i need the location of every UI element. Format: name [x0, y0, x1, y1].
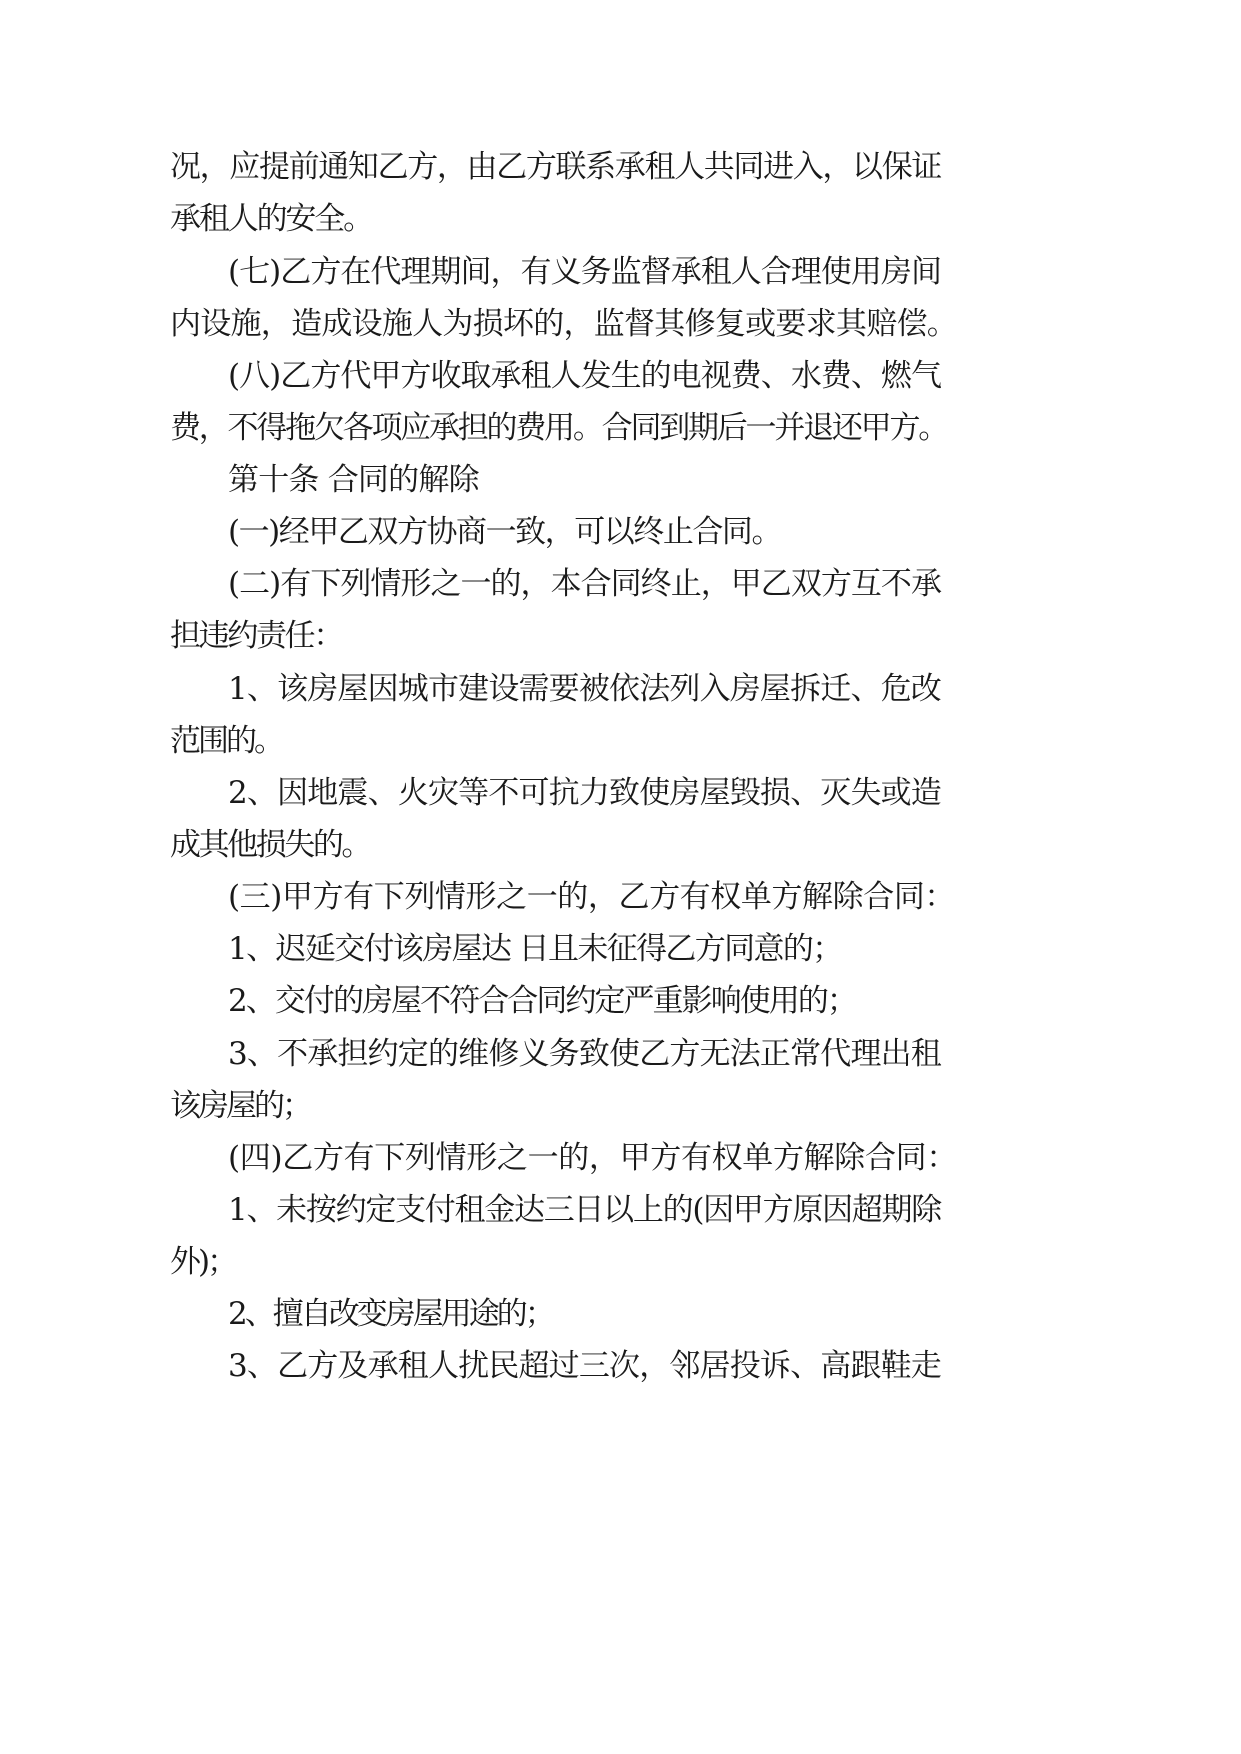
text-line: 该房屋的；	[170, 1088, 310, 1124]
text-line: 3、乙方及承租人扰民超过三次，邻居投诉、高跟鞋走	[228, 1348, 941, 1384]
text-line: 2、擅自改变房屋用途的；	[228, 1296, 553, 1332]
text-line: 内设施，造成设施人为损坏的，监督其修复或要求其赔偿。	[170, 306, 957, 342]
text-line: 外)；	[170, 1244, 236, 1280]
text-line: 况，应提前通知乙方，由乙方联系承租人共同进入，以保证	[170, 149, 941, 185]
text-line: 3、不承担约定的维修义务致使乙方无法正常代理出租	[228, 1036, 941, 1072]
section-heading: 第十条 合同的解除	[228, 462, 479, 498]
text-line: 1、该房屋因城市建设需要被依法列入房屋拆迁、危改	[228, 671, 941, 707]
text-line: (一)经甲乙双方协商一致，可以终止合同。	[228, 514, 781, 550]
text-line: 担违约责任：	[170, 618, 342, 654]
text-line: 1、未按约定支付租金达三日以上的(因甲方原因超期除	[228, 1192, 941, 1228]
text-line: 1、迟延交付该房屋达 日且未征得乙方同意的；	[228, 931, 842, 967]
text-line: (三)甲方有下列情形之一的，乙方有权单方解除合同：	[228, 879, 955, 915]
text-line: 2、交付的房屋不符合合同约定严重影响使用的；	[228, 983, 856, 1019]
text-line: 范围的。	[170, 723, 282, 759]
text-line: (二)有下列情形之一的，本合同终止，甲乙双方互不承	[228, 566, 941, 602]
text-line: (七)乙方在代理期间，有义务监督承租人合理使用房间	[228, 254, 941, 290]
text-line: 承租人的安全。	[170, 201, 372, 237]
text-line: (四)乙方有下列情形之一的，甲方有权单方解除合同：	[228, 1140, 957, 1176]
text-line: 2、因地震、火灾等不可抗力致使房屋毁损、灭失或造	[228, 775, 941, 811]
text-line: 费，不得拖欠各项应承担的费用。合同到期后一并退还甲方。	[170, 410, 947, 446]
text-line: (八)乙方代甲方收取承租人发生的电视费、水费、燃气	[228, 358, 941, 394]
text-line: 成其他损失的。	[170, 827, 370, 863]
